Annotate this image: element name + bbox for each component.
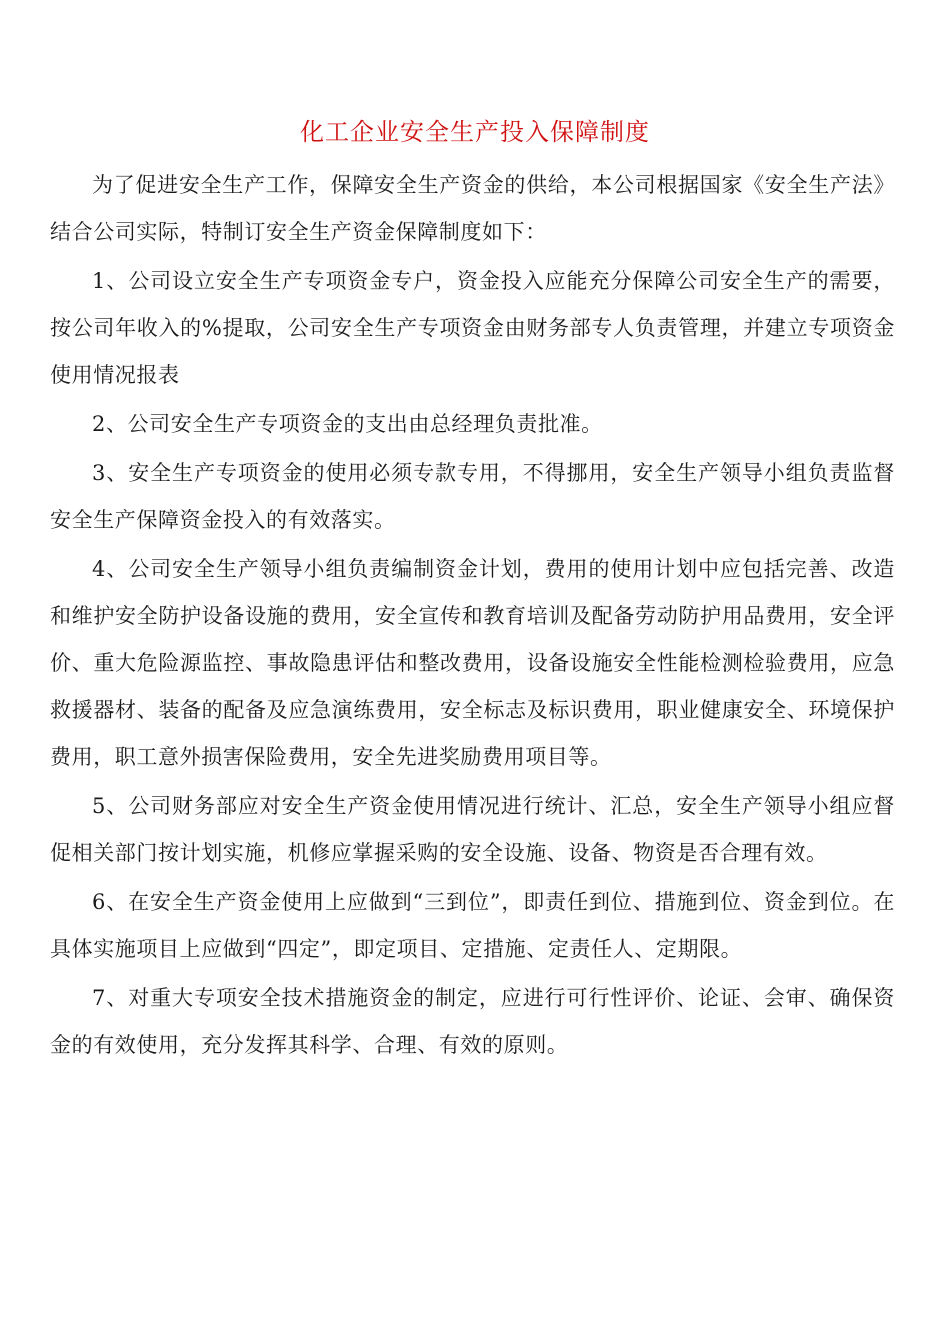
clause-7-paragraph: 7、对重大专项安全技术措施资金的制定，应进行可行性评价、论证、会审、确保资金的有效使用，充分发挥其科学、合理、有效的原则。 xyxy=(50,986,895,1057)
clause-5-paragraph: 5、公司财务部应对安全生产资金使用情况进行统计、汇总，安全生产领导小组应督促相关部门按计划实施，机修应掌握采购的安全设施、设备、物资是否合理有效。 xyxy=(50,794,895,865)
clause-1-paragraph: 1、公司设立安全生产专项资金专户，资金投入应能充分保障公司安全生产的需要，按公司年收入的%提取，公司安全生产专项资金由财务部专人负责管理，并建立专项资金使用情况报表 xyxy=(50,269,895,387)
document-body xyxy=(50,162,895,1069)
clause-3-paragraph: 3、安全生产专项资金的使用必须专款专用，不得挪用，安全生产领导小组负责监督安全生产保障资金投入的有效落实。 xyxy=(50,461,895,532)
intro-paragraph: 为了促进安全生产工作，保障安全生产资金的供给，本公司根据国家《安全生产法》结合公司实际，特制订安全生产资金保障制度如下： xyxy=(50,173,895,244)
clause-2-paragraph: 2、公司安全生产专项资金的支出由总经理负责批准。 xyxy=(92,412,603,436)
clause-4-paragraph: 4、公司安全生产领导小组负责编制资金计划，费用的使用计划中应包括完善、改造和维护安全防护设备设施的费用，安全宣传和教育培训及配备劳动防护用品费用，安全评价、重大危险源监控、事故隐患评估和整改费用，设备设施安全性能检测检验费用，应急救援器材、装备的配备及应急演练费用，安全标志及标识费用，职业健康安全、环境保护费用，职工意外损害保险费用，安全先进奖励费用项目等。 xyxy=(50,557,895,769)
document-title: 化工企业安全生产投入保障制度 xyxy=(300,118,650,146)
clause-6-paragraph: 6、在安全生产资金使用上应做到“三到位”，即责任到位、措施到位、资金到位。在具体实施项目上应做到“四定”，即定项目、定措施、定责任人、定期限。 xyxy=(50,890,895,961)
